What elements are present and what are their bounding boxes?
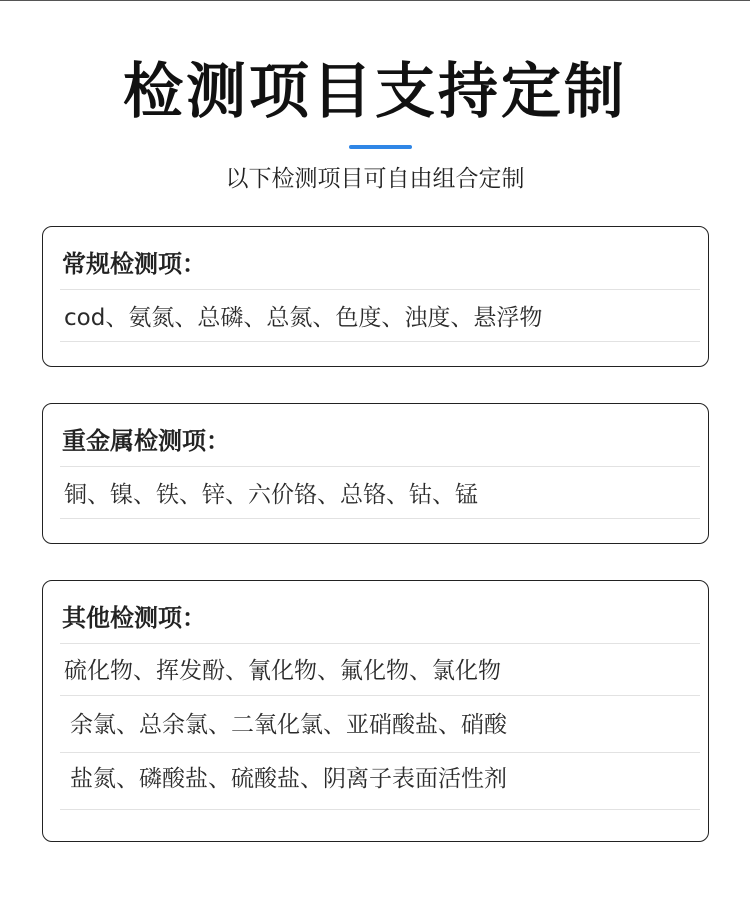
- row-divider: [60, 466, 700, 467]
- test-items-line: 硫化物、挥发酚、氰化物、氟化物、氯化物: [64, 658, 501, 684]
- row-divider: [60, 695, 700, 696]
- title-accent-underline: [349, 145, 412, 149]
- row-divider: [60, 643, 700, 644]
- page-subtitle: 以下检测项目可自由组合定制: [225, 166, 525, 192]
- card-heading: 常规检测项：: [62, 250, 206, 278]
- card-heading: 重金属检测项：: [62, 427, 230, 455]
- row-divider: [60, 518, 700, 519]
- page-title: 检测项目支持定制: [123, 57, 627, 127]
- test-items-line: 盐氮、磷酸盐、硫酸盐、阴离子表面活性剂: [70, 766, 507, 792]
- test-items-line: 铜、镍、铁、锌、六价铬、总铬、钴、锰: [64, 482, 478, 508]
- card-heading: 其他检测项：: [62, 604, 206, 632]
- row-divider: [60, 341, 700, 342]
- test-items-line: 余氯、总余氯、二氧化氯、亚硝酸盐、硝酸: [70, 712, 507, 738]
- test-items-line: cod、氨氮、总磷、总氮、色度、浊度、悬浮物: [64, 305, 543, 331]
- heavy-metal-tests-card: [42, 403, 709, 544]
- row-divider: [60, 289, 700, 290]
- other-tests-card: [42, 580, 709, 842]
- regular-tests-card: [42, 226, 709, 367]
- row-divider: [60, 809, 700, 810]
- row-divider: [60, 752, 700, 753]
- top-border-line: [0, 0, 750, 1]
